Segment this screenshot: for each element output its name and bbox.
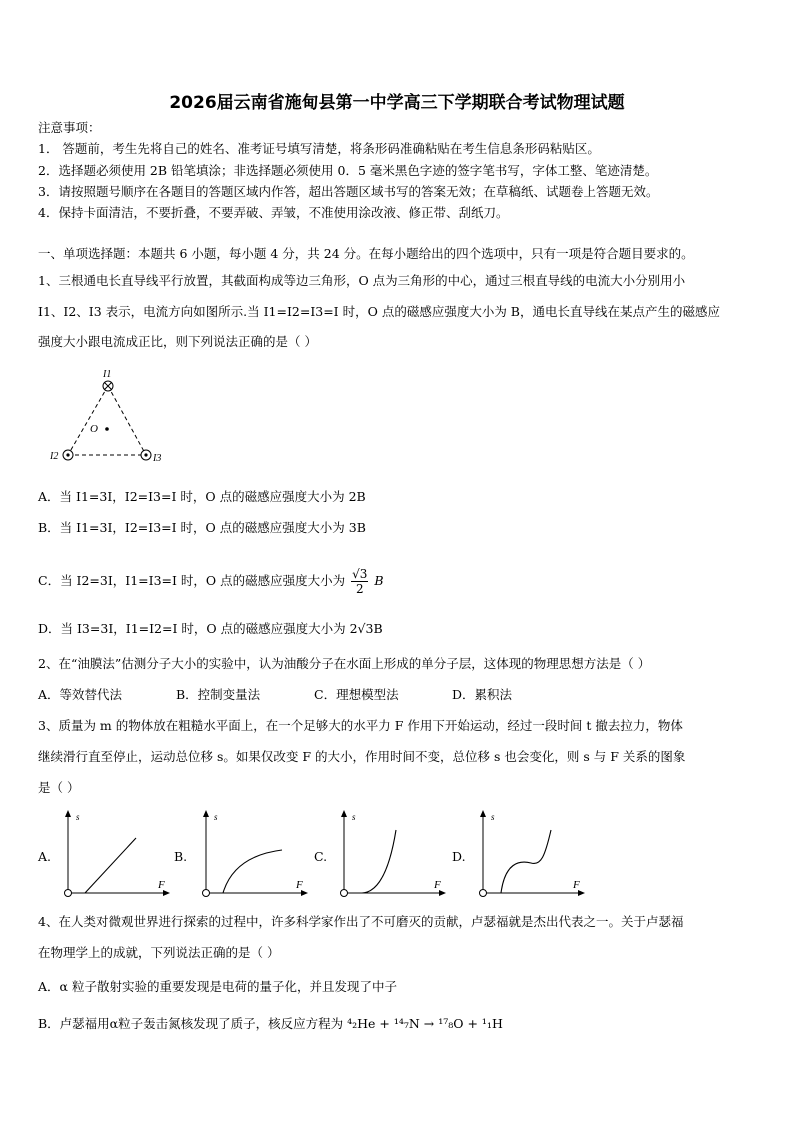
curve <box>85 838 136 893</box>
option-b: B．当 I1=3I，I2=I3=I 时，O 点的磁感应强度大小为 3B <box>38 520 366 535</box>
label-i3: I3 <box>153 453 162 464</box>
notice-item: 2．选择题必须使用 2B 铅笔填涂；非选择题必须使用 0．5 毫米黑色字迹的签字笔书写，字体工整、笔迹清楚。 <box>38 163 658 178</box>
graph-option-a <box>58 808 173 903</box>
center-point <box>105 427 109 431</box>
graph-option-b-label: B. <box>174 849 188 864</box>
svg-text:s: s <box>491 812 495 822</box>
question-text: I1、I2、I3 表示，电流方向如图所示.当 I1=I2=I3=I 时，O 点的磁感应强度大小为 B，通电长直导线在某点产生的磁感应 <box>38 304 720 319</box>
page-title: 2026届云南省施甸县第一中学高三下学期联合考试物理试题 <box>169 93 625 113</box>
option-c: C．当 I2=3I，I1=I3=I 时，O 点的磁感应强度大小为 $\frac{√3}{2}$ B <box>38 567 384 596</box>
label-o: O <box>90 423 98 435</box>
option-a: A．α 粒子散射实验的重要发现是电荷的量子化，并且发现了中子 <box>38 979 397 994</box>
question-text: 是（ ） <box>38 780 80 795</box>
graph-option-c <box>334 808 449 903</box>
option-b: B．卢瑟福用α粒子轰击氮核发现了质子，核反应方程为 ⁴₂He + ¹⁴₇N → ¹⁷₈O + ¹₁H <box>38 1016 503 1031</box>
fraction: $\frac{√3}{2}$ <box>352 567 368 596</box>
graph-option-d-label: D. <box>452 849 466 864</box>
option-a: A．当 I1=3I，I2=I3=I 时，O 点的磁感应强度大小为 2B <box>38 489 366 504</box>
question-text: 强度大小跟电流成正比，则下列说法正确的是（ ） <box>38 334 317 349</box>
svg-text:F: F <box>434 879 441 891</box>
section-heading: 一、单项选择题：本题共 6 小题，每小题 4 分，共 24 分。在每小题给出的四个选项中，只有一项是符合题目要求的。 <box>38 246 694 261</box>
question-text: 2、在“油膜法”估测分子大小的实验中，认为油酸分子在水面上形成的单分子层，这体现的物理思想方法是（ ） <box>38 656 651 671</box>
notice-item: 3．请按照题号顺序在各题目的答题区域内作答，超出答题区域书写的答案无效；在草稿纸、试题卷上答题无效。 <box>38 184 659 199</box>
option-b: B．控制变量法 <box>176 687 261 702</box>
question-text: 在物理学上的成就，下列说法正确的是（ ） <box>38 945 280 960</box>
question-text: 1、三根通电长直导线平行放置，其截面构成等边三角形，O 点为三角形的中心，通过三根直导线的电流大小分别用小 <box>38 273 686 288</box>
notice-item: 1． 答题前，考生先将自己的姓名、准考证号填写清楚，将条形码准确粘贴在考生信息条形码粘贴区。 <box>38 141 600 156</box>
svg-text:s: s <box>352 812 356 822</box>
curve <box>501 830 551 893</box>
triangle-wires-figure <box>50 365 170 465</box>
curve <box>223 850 282 893</box>
curve <box>362 830 396 893</box>
graph-option-a-label: A. <box>38 849 52 864</box>
current-out-of-page-icon <box>141 450 151 460</box>
question-text: 继续滑行直至停止，运动总位移 s。如果仅改变 F 的大小，作用时间不变，总位移 s 也会变化，则 s 与 F 关系的图象 <box>38 749 686 764</box>
option-a: A．等效替代法 <box>38 687 123 702</box>
svg-text:F: F <box>158 879 165 891</box>
svg-text:F: F <box>573 879 580 891</box>
option-d: D．累积法 <box>452 687 513 702</box>
svg-text:s: s <box>214 812 218 822</box>
notice-heading: 注意事项： <box>38 120 101 135</box>
svg-text:s: s <box>76 812 80 822</box>
notice-item: 4．保持卡面清洁，不要折叠，不要弄破、弄皱，不准使用涂改液、修正带、刮纸刀。 <box>38 205 509 220</box>
question-text: 3、质量为 m 的物体放在粗糙水平面上，在一个足够大的水平力 F 作用下开始运动，经过一段时间 t 撤去拉力，物体 <box>38 718 683 733</box>
graph-option-b <box>196 808 311 903</box>
current-out-of-page-icon <box>63 450 73 460</box>
label-i2: I2 <box>50 451 59 462</box>
graph-option-d <box>473 808 588 903</box>
option-c: C．理想模型法 <box>314 687 399 702</box>
current-into-page-icon <box>103 381 113 391</box>
graph-option-c-label: C. <box>314 849 328 864</box>
question-text: 4、在人类对微观世界进行探索的过程中，许多科学家作出了不可磨灭的贡献，卢瑟福就是杰出代表之一。关于卢瑟福 <box>38 914 684 929</box>
label-i1: I1 <box>103 369 112 380</box>
svg-text:F: F <box>296 879 303 891</box>
option-d: D．当 I3=3I，I1=I2=I 时，O 点的磁感应强度大小为 2√3B <box>38 621 383 636</box>
